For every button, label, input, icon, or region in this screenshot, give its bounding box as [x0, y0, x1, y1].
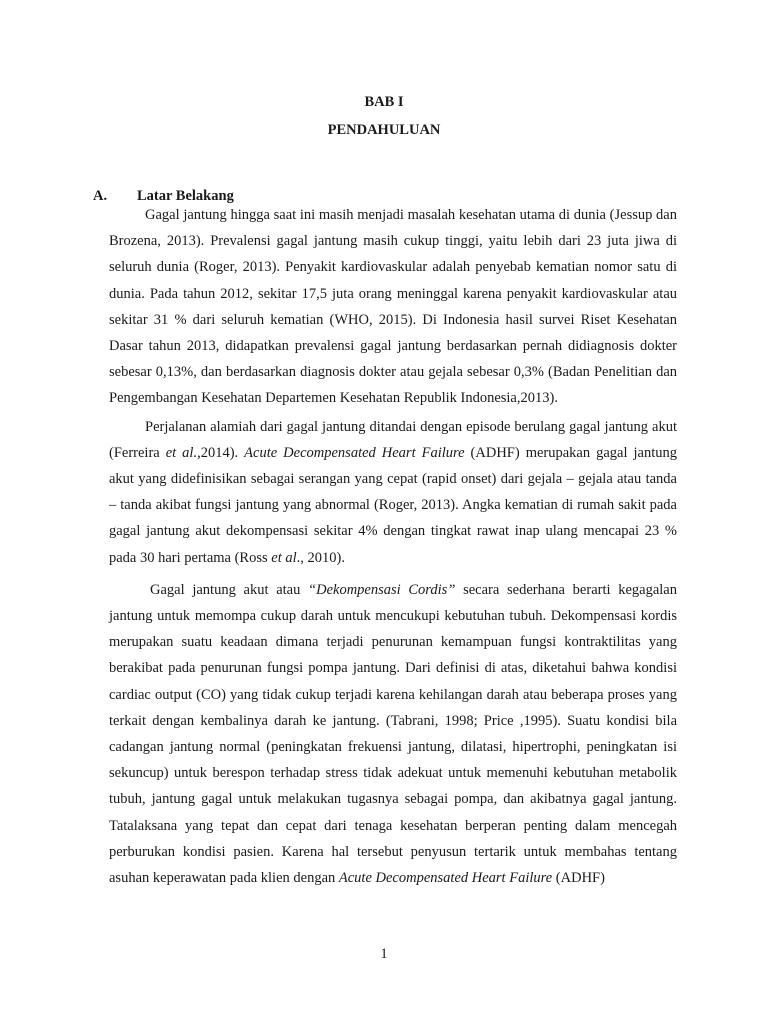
section-title: Latar Belakang	[137, 188, 234, 204]
body-text	[109, 202, 677, 891]
section-letter: A.	[93, 188, 108, 204]
paragraph-1: Gagal jantung hingga saat ini masih menjadi masalah kesehatan utama di dunia (Jessup dan Brozena, 2013). Prevalensi gagal jantung masih cukup tinggi, yaitu lebih dari 23 juta jiwa di seluruh dunia (Roger, 2013). Penyakit kardiovaskular adalah penyebab kematian nomor satu di dunia. Pada tahun 2012, sekitar 17,5 juta orang meninggal karena penyakit kardiovaskular atau sekitar 31 % dari seluruh kematian (WHO, 2015). Di Indonesia hasil survei Riset Kesehatan Dasar tahun 2013, didapatkan prevalensi gagal jantung berdasarkan pernah didiagnosis dokter sebesar 0,13%, dan berdasarkan diagnosis dokter atau gejala sebesar 0,3% (Badan Penelitian dan Pengembangan Kesehatan Departemen Kesehatan Republik Indonesia,2013).	[109, 207, 677, 407]
paragraph-2-text: ., 2010).	[296, 549, 345, 566]
paragraph-3-italic: “Dekompensasi Cordis”	[308, 581, 456, 598]
chapter-title: PENDAHULUAN	[327, 122, 441, 138]
paragraph-3-italic: Acute Decompensated Heart Failure	[338, 870, 553, 887]
paragraph-2-text: (ADHF) merupakan gagal jantung akut yang didefinisikan sebagai serangan yang cepat (rapid onset) dari gejala – gejala atau tanda – tanda akibat fungsi jantung yang abnormal (Roger, 2013). Angka kematian di rumah sakit pada gagal jantung akut dekompensasi sekitar 4% dengan tingkat rawat inap ulang mencapai 23 % pada 30 hari pertama (Ross	[109, 444, 677, 566]
paragraph-3-text: secara sederhana berarti kegagalan jantung untuk memompa cukup darah untuk mencukupi kebutuhan tubuh. Dekompensasi kordis merupakan suatu keadaan dimana terjadi penurunan kemampuan fungsi kontraktilitas yang berakibat pada penurunan fungsi pompa jantung. Dari definisi di atas, diketahui bahwa kondisi cardiac output (CO) yang tidak cukup terjadi karena kehilangan darah atau beberapa proses yang terkait dengan kembalinya darah ke jantung. (Tabrani, 1998; Price ,1995). Suatu kondisi bila cadangan jantung normal (peningkatan frekuensi jantung, dilatasi, hipertrophi, peningkatan isi sekuncup) untuk berespon terhadap stress tidak adekuat untuk memenuhi kebutuhan metabolik tubuh, jantung gagal untuk melakukan tugasnya sebagai pompa, dan akibatnya gagal jantung. Tatalaksana yang tepat dan cepat dari tenaga kesehatan berperan penting dalam mencegah perburukan kondisi pasien. Karena hal tersebut penyusun tertarik untuk membahas tentang asuhan keperawatan pada klien dengan	[109, 581, 677, 887]
paragraph-2-italic: et al.	[165, 444, 198, 461]
paragraph-2-text: ,2014).	[197, 444, 245, 461]
paragraph-3-text: (ADHF)	[552, 870, 605, 887]
paragraph-3-text: Gagal jantung akut atau	[150, 581, 309, 598]
paragraph-2-italic: et al	[271, 549, 297, 566]
chapter-label: BAB I	[364, 94, 404, 110]
paragraph-2	[109, 414, 677, 571]
paragraph-2-italic: Acute Decompensated Heart Failure	[244, 444, 465, 461]
page-number: 1	[380, 946, 388, 962]
paragraph-3	[109, 577, 677, 891]
paragraph-2-text: Perjalanan alamiah dari gagal jantung ditandai dengan episode berulang gagal jantung akut (Ferreira	[109, 418, 677, 461]
